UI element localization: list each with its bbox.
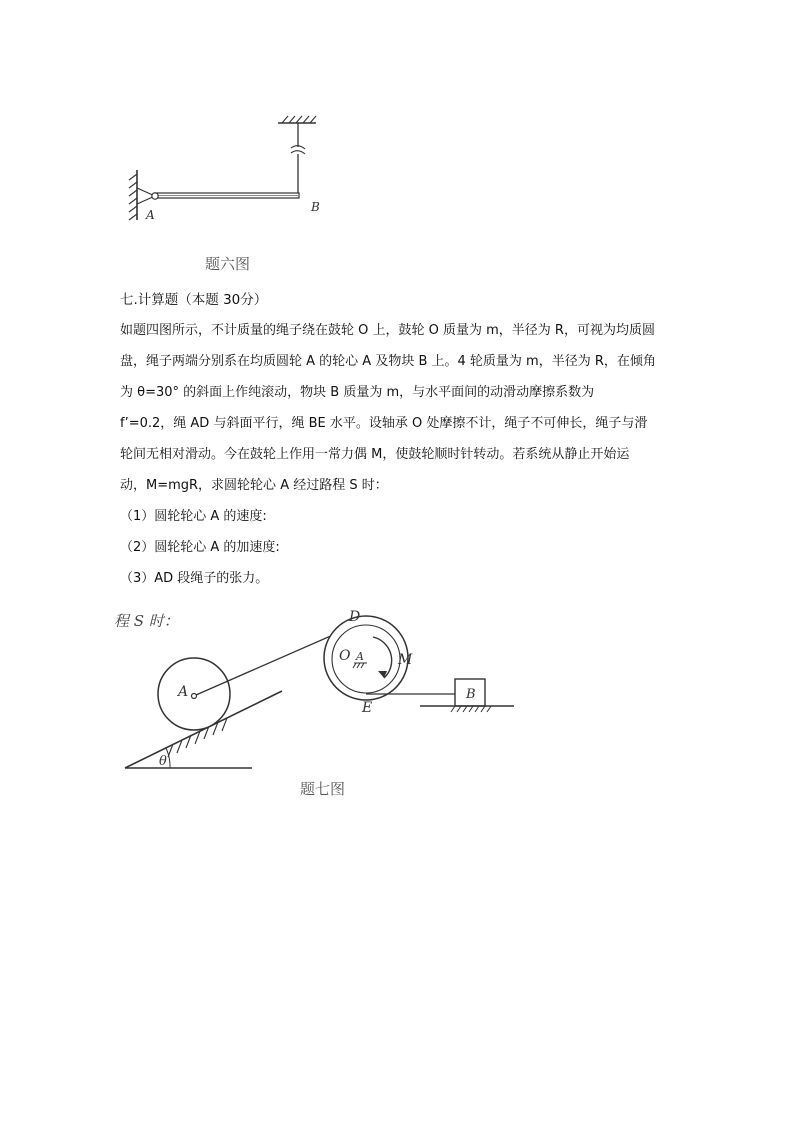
figure-7-label-m: M bbox=[398, 652, 413, 668]
figure-7-caption: 题七图 bbox=[300, 780, 346, 798]
figure-7-label-a-small: A bbox=[356, 650, 364, 663]
problem-7-title: 七.计算题（本题 30分） bbox=[120, 292, 268, 308]
statement-line: 轮间无相对滑动。今在鼓轮上作用一常力偶 M，使鼓轮顺时针转动。若系统从静止开始运 bbox=[120, 447, 630, 462]
figure-7-label-d: D bbox=[349, 609, 361, 625]
figure-6-caption: 题六图 bbox=[205, 255, 251, 273]
figure-7-diagram bbox=[110, 600, 530, 780]
statement-line: 如题四图所示，不计质量的绳子绕在鼓轮 O 上，鼓轮 O 质量为 m，半径为 R，可视为均质圆 bbox=[120, 323, 655, 338]
figure-7-label-e: E bbox=[362, 700, 373, 716]
statement-line: 盘，绳子两端分别系在均质圆轮 A 的轮心 A 及物块 B 上。4 轮质量为 m，半径为 R，在倾角 bbox=[120, 354, 656, 369]
figure-6-label-b: B bbox=[311, 200, 320, 214]
figure-7-label-theta: θ bbox=[159, 754, 167, 769]
figure-7-fragment: 程 S 时： bbox=[114, 612, 179, 630]
statement-line: 为 θ=30° 的斜面上作纯滚动，物块 B 质量为 m，与水平面间的动滑动摩擦系数为 bbox=[120, 385, 595, 400]
figure-7-label-o: O bbox=[339, 648, 351, 664]
question-item: （3）AD 段绳子的张力。 bbox=[120, 571, 269, 586]
problem-7-statement bbox=[120, 315, 690, 501]
figure-6-label-a: A bbox=[146, 208, 155, 222]
figure-7-label-a: A bbox=[178, 684, 189, 700]
figure-6-diagram bbox=[120, 108, 330, 228]
question-item: （2）圆轮轮心 A 的加速度: bbox=[120, 540, 280, 555]
statement-line: 动，M=mgR，求圆轮轮心 A 经过路程 S 时： bbox=[120, 478, 388, 493]
figure-7-label-b: B bbox=[466, 687, 476, 702]
problem-7-questions bbox=[120, 501, 280, 594]
question-item: （1）圆轮轮心 A 的速度: bbox=[120, 509, 267, 524]
statement-line: f’=0.2，绳 AD 与斜面平行，绳 BE 水平。设轴承 O 处摩擦不计，绳子不可伸长，绳子与滑 bbox=[120, 416, 648, 431]
